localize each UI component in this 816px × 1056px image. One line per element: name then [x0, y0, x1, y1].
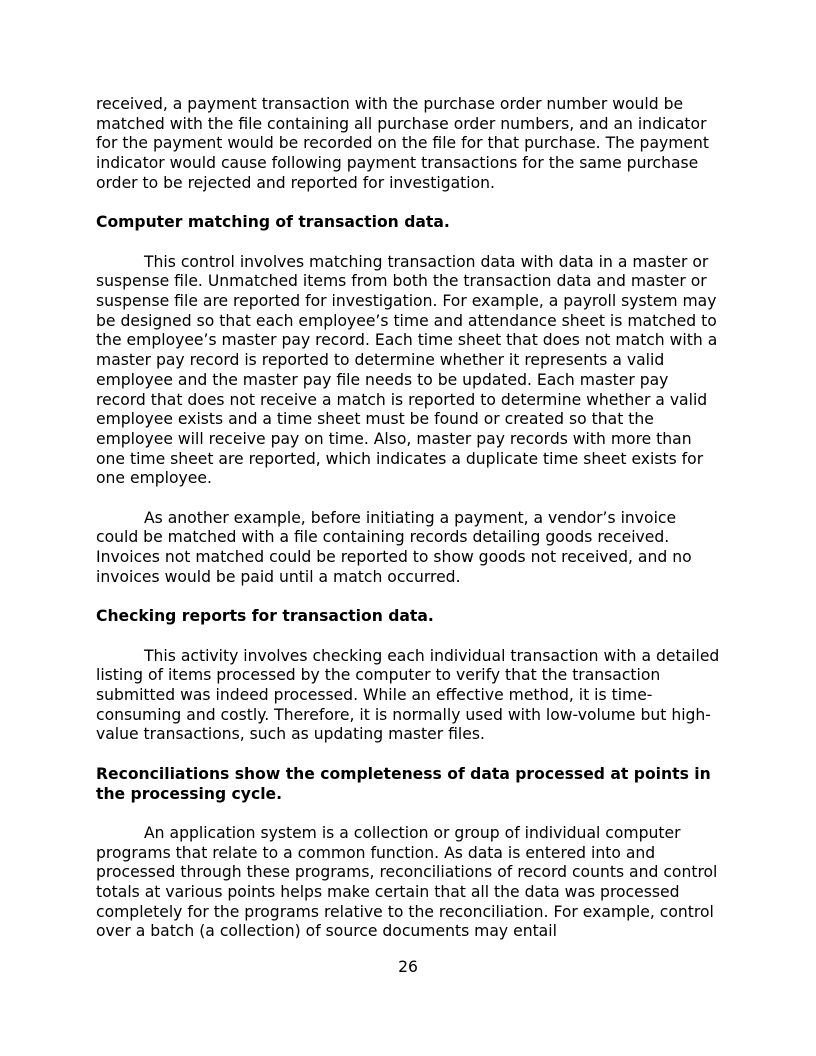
body-paragraph: received, a payment transaction with the purchase order number would be matched with the file containing all purchase order numbers, and an indicator for the payment would be recorded on the file for that purchase. The payment indicator would cause following payment transactions for the same purchase order to be rejected and reported for investigation. — [96, 95, 710, 192]
body-paragraph: As another example, before initiating a payment, a vendor’s invoice could be matched with a file containing records detailing goods received. Invoices not matched could be reported to show goods not received, and no invoices would be paid until a match occurred. — [96, 508, 692, 586]
page-number: 26 — [398, 958, 418, 976]
body-paragraph: An application system is a collection or group of individual computer programs that relate to a common function. As data is entered into and processed through these programs, reconciliations of record counts and control totals at various points helps make certain that all the data was processed completely for the programs relative to the reconciliation. For example, control over a batch (a collection) of source documents may entail — [96, 823, 718, 941]
section-heading: Checking reports for transaction data. — [96, 607, 434, 626]
document-page — [96, 95, 720, 942]
section-heading: Computer matching of transaction data. — [96, 213, 450, 232]
body-paragraph: This activity involves checking each individual transaction with a detailed listing of items processed by the computer to verify that the transaction submitted was indeed processed. While an effective method, it is time-consuming and costly. Therefore, it is normally used with low-volume but high-value transactions, such as updating master files. — [96, 646, 720, 744]
body-paragraph: This control involves matching transaction data with data in a master or suspense file. Unmatched items from both the transaction data and master or suspense file are reported for investigation. For example, a payroll system may be designed so that each employee’s time and attendance sheet is matched to the employee’s master pay record. Each time sheet that does not match with a master pay record is reported to determine whether it represents a valid employee and the master pay file needs to be updated. Each master pay record that does not receive a match is reported to determine whether a valid employee exists and a time sheet must be found or created so that the employee will receive pay on time. Also, master pay records with more than one time sheet are reported, which indicates a duplicate time sheet exists for one employee. — [96, 252, 718, 488]
section-heading: Reconciliations show the completeness of data processed at points in the processing cycle. — [96, 764, 711, 803]
